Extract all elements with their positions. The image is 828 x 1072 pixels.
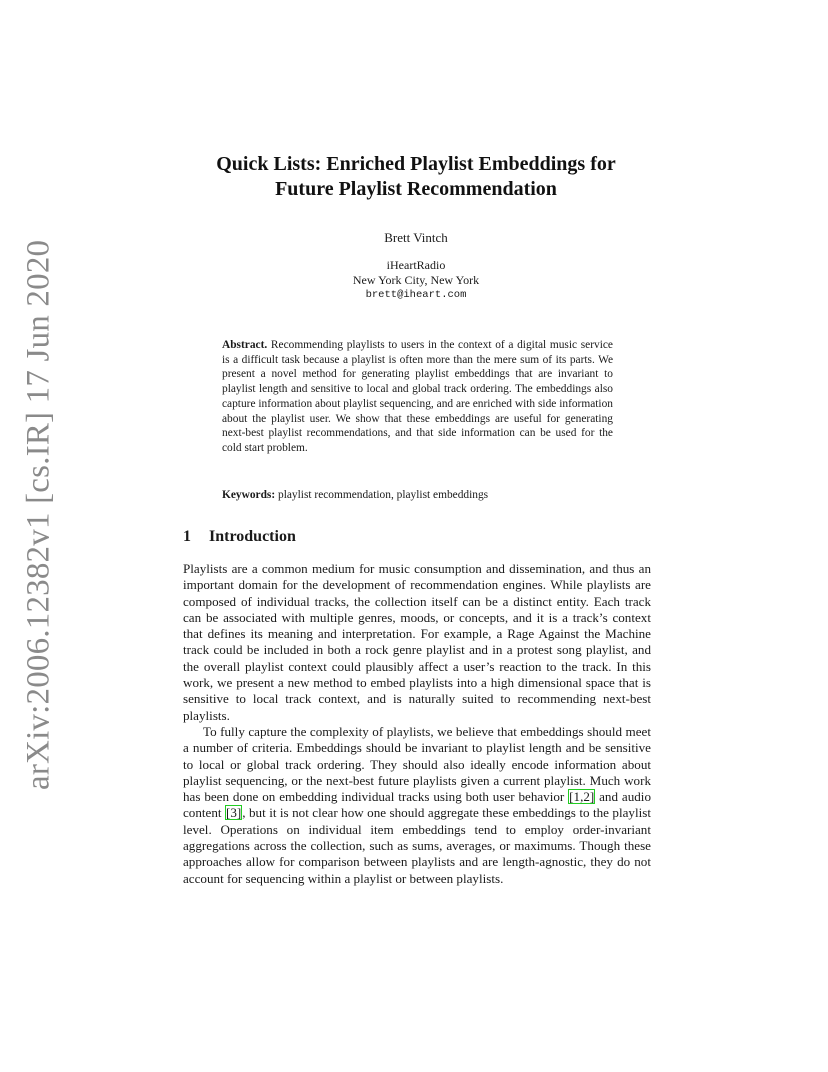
abstract-label: Abstract. (222, 339, 268, 351)
affiliation-location: New York City, New York (352, 273, 480, 287)
author-affiliation (160, 258, 672, 303)
paper-title-line-1: Quick Lists: Enriched Playlist Embeddings for (216, 153, 616, 175)
paragraph-1: Playlists are a common medium for music consumption and dissemination, and thus an important domain for the development of recommendation engines. While playlists are composed of individual tracks, the collection itself can be a distinct entity. Each track can be associated with multiple genres, moods, or concepts, and it is a track’s context that defines its meaning and interpretation. For example, a Rage Against the Machine track could be included in both a rock genre playlist and in a protest song playlist, and the overall playlist context could plausibly affect a user’s reaction to the track. In this work, we present a new method to embed playlists into a high dimensional space that is sensitive to local track context, and is naturally suited to recommending next-best playlists. (183, 561, 651, 723)
author-name: Brett Vintch (384, 230, 448, 245)
paper-title (160, 152, 672, 202)
abstract (222, 338, 613, 456)
paragraph-2 (183, 724, 651, 887)
section-title: Introduction (209, 528, 296, 545)
section-number: 1 (183, 528, 191, 545)
paragraph-2-part-3: , but it is not clear how one should aggregate these embeddings to the playlist level. Operations on individual item embeddings tend to employ order-invariant aggregations across the collection, such as sums, averages, or maximums. Though these approaches allow for comparison between playlists and are length-agnostic, they do not account for sequencing within a playlist or between playlists. (183, 805, 651, 886)
citation-link-1-2[interactable]: [1,2] (569, 789, 595, 805)
arxiv-identifier-stamp: arXiv:2006.12382v1 [cs.IR] 17 Jun 2020 (20, 239, 57, 791)
abstract-text: Recommending playlists to users in the context of a digital music service is a difficult task because a playlist is often more than the mere sum of its parts. We present a novel method for generating playlist embeddings that are invariant to playlist length and sensitive to local and global track ordering. The embeddings also capture information about playlist sequencing, and are enriched with side information about the playlist user. We show that these embeddings are useful for generating next-best playlist recommendations, and that side information can be used for the cold start problem. (222, 339, 613, 454)
paragraph-2-part-2: and audio content (183, 789, 651, 821)
paper-title-line-2: Future Playlist Recommendation (275, 178, 557, 200)
author-email: brett@iheart.com (365, 289, 467, 301)
affiliation-org: iHeartRadio (386, 258, 446, 272)
paragraph-2-part-1: To fully capture the complexity of playlists, we believe that embeddings should meet a number of criteria. Embeddings should be invariant to playlist length and be sensitive to local or global track ordering. They should also ideally encode information about playlist sequencing, or the next-best future playlists given a current playlist. Much work has been done on embedding individual tracks using both user behavior (183, 723, 651, 805)
keywords-text: playlist recommendation, playlist embeddings (278, 489, 489, 501)
keywords (222, 488, 613, 503)
section-heading-introduction (183, 528, 296, 546)
keywords-label: Keywords: (222, 489, 276, 501)
citation-link-3[interactable]: [3] (226, 805, 242, 821)
introduction-body (183, 561, 651, 887)
